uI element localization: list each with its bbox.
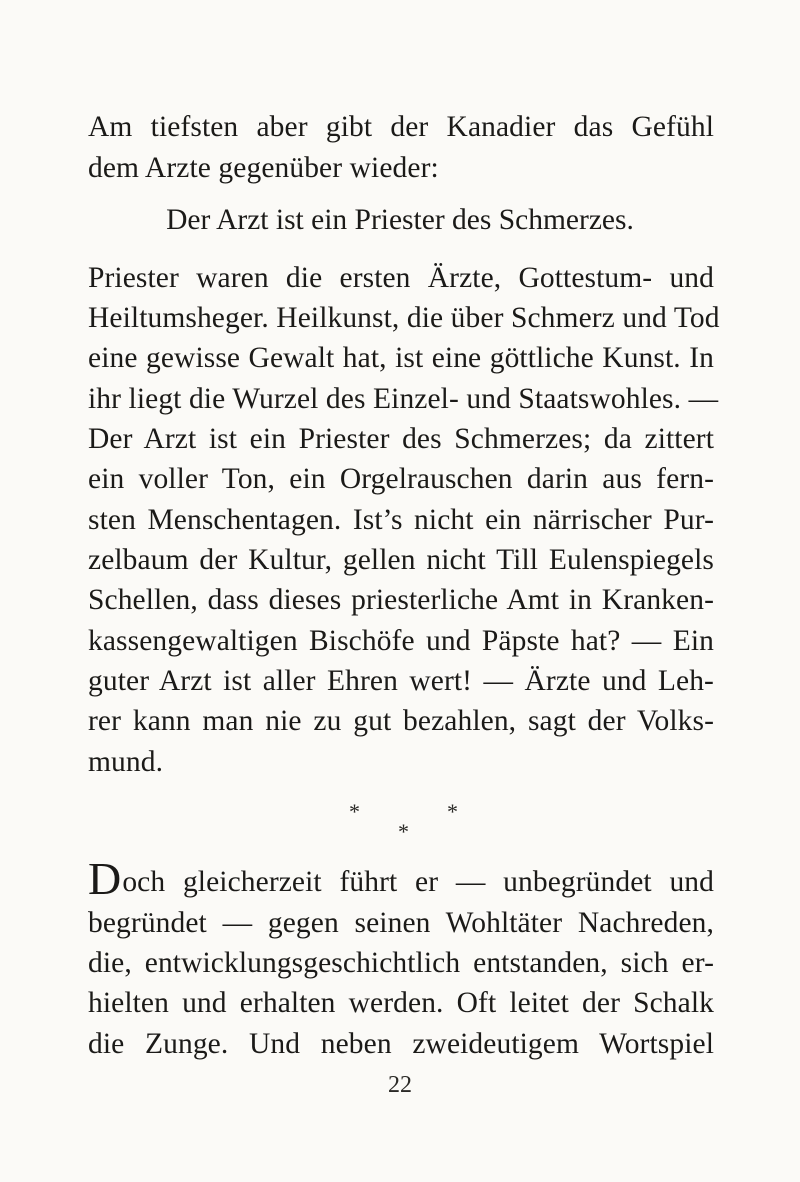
- paragraph-3-line-5: die Zunge. Und neben zweideutigem Wortspiel: [88, 1028, 714, 1060]
- paragraph-3-line-1-text: och gleicherzeit führt er — unbegründet und: [122, 866, 714, 898]
- drop-cap: D: [88, 853, 122, 904]
- paragraph-2-line-1: Priester waren die ersten Ärzte, Gottestum- und: [88, 262, 714, 294]
- paragraph-2-line-12: rer kann man nie zu gut bezahlen, sagt der Volks-: [88, 705, 714, 737]
- separator-star-bottom: *: [398, 819, 409, 844]
- paragraph-1-line-2: dem Arzte gegenüber wieder:: [88, 152, 439, 184]
- paragraph-3-line-2: begründet — gegen seinen Wohltäter Nachreden,: [88, 907, 714, 939]
- paragraph-1-line-1: Am tiefsten aber gibt der Kanadier das Gefühl: [88, 111, 714, 143]
- separator-star-left: *: [349, 799, 360, 824]
- paragraph-2-line-4: ihr liegt die Wurzel des Einzel- und Staatswohles. —: [88, 383, 719, 415]
- paragraph-3-line-1: [88, 853, 714, 904]
- paragraph-2-line-6: ein voller Ton, ein Orgelrauschen darin aus fern-: [88, 463, 714, 495]
- separator-star-right: *: [447, 799, 458, 824]
- paragraph-2-line-13: mund.: [88, 746, 164, 778]
- quote-line: Der Arzt ist ein Priester des Schmerzes.: [166, 204, 634, 236]
- paragraph-3-line-4: hielten und erhalten werden. Oft leitet der Schalk: [88, 987, 714, 1019]
- paragraph-2-line-2: Heiltumsheger. Heilkunst, die über Schmerz und Tod: [88, 302, 720, 334]
- paragraph-2-line-5: Der Arzt ist ein Priester des Schmerzes; da zittert: [88, 423, 714, 455]
- page-number: 22: [388, 1072, 412, 1098]
- paragraph-2-line-3: eine gewisse Gewalt hat, ist eine göttliche Kunst. In: [88, 342, 714, 374]
- paragraph-2-line-8: zelbaum der Kultur, gellen nicht Till Eulenspiegels: [88, 544, 714, 576]
- paragraph-3-line-3: die, entwicklungsgeschichtlich entstanden, sich er-: [88, 947, 714, 979]
- paragraph-2-line-11: guter Arzt ist aller Ehren wert! — Ärzte und Leh-: [88, 665, 714, 697]
- paragraph-2-line-10: kassengewaltigen Bischöfe und Päpste hat? — Ein: [88, 625, 714, 657]
- paragraph-2-line-7: sten Menschentagen. Ist’s nicht ein närrischer Pur-: [88, 504, 714, 536]
- paragraph-2-line-9: Schellen, dass dieses priesterliche Amt in Kranken-: [88, 584, 714, 616]
